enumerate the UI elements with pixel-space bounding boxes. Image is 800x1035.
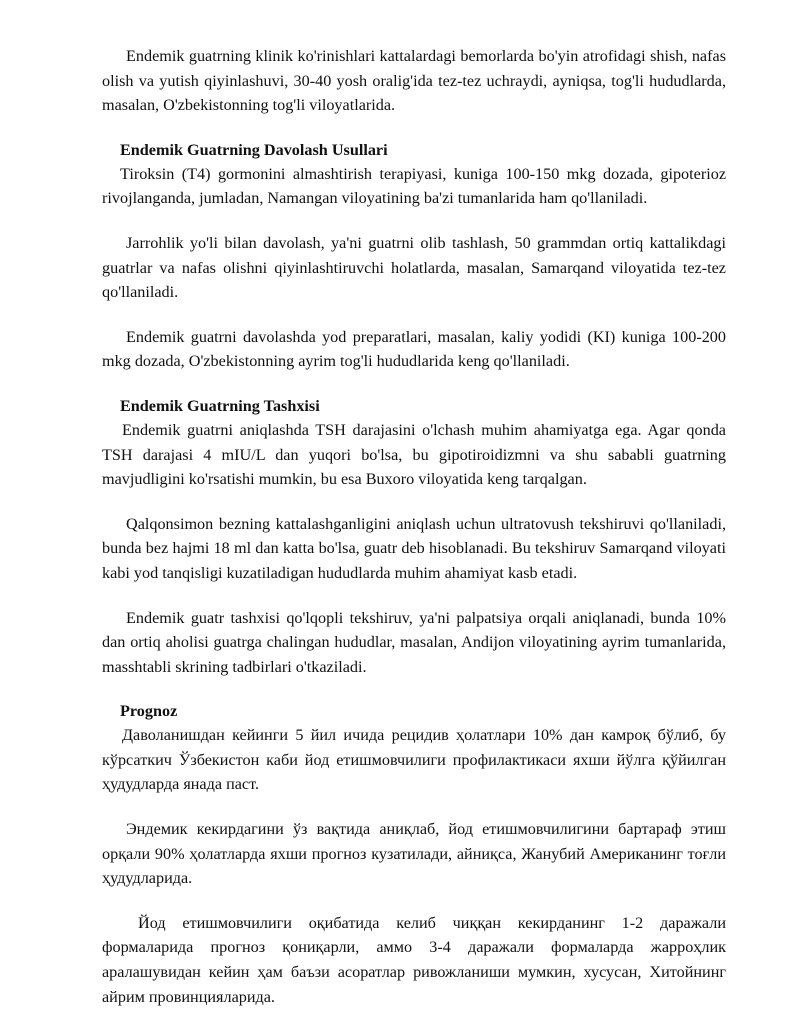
diagnosis-paragraph-1: Endemik guatrni aniqlashda TSH darajasini o'lchash muhim ahamiyatga ega. Agar qonda TSH darajasi 4 mIU/L dan yuqori bo'lsa, bu gipotiroidizmni va shu sababli guatrning mavjudligini ko'rsatishi mumkin, bu esa Buxoro viloyatida keng tarqalgan. (102, 420, 726, 489)
prognosis-paragraph-2: Эндемик кекирдагини ўз вақтида аниқлаб, йод етишмовчилигини бартараф этиш орқали 90% ҳолатларда яхши прогноз кузатилади, айниқса, Жанубий Американинг тоғли ҳудудларида. (102, 820, 726, 888)
diagnosis-heading: Endemik Guatrning Tashxisi (120, 396, 320, 415)
prognosis-paragraph-3: Йод етишмовчилиги оқибатида келиб чиққан кекирданинг 1-2 даражали формаларида прогноз қониқарли, аммо 3-4 даражали формаларда жарроҳлик аралашувидан кейин ҳам баъзи асоратлар ривожланиши мумкин, хусусан, Хитойнинг айрим провинцияларида. (102, 913, 726, 1006)
diagnosis-paragraph-3: Endemik guatr tashxisi qo'lqopli tekshiruv, ya'ni palpatsiya orqali aniqlanadi, bunda 10% dan ortiq aholisi guatrga chalingan hududlar, masalan, Andijon viloyatining ayrim tumanlarida, masshtabli skrining tadbirlari o'tkaziladi. (102, 608, 726, 676)
prognosis-paragraph-1: Даволанишдан кейинги 5 йил ичида рецидив ҳолатлари 10% дан камроқ бўлиб, бу кўрсаткич Ўзбекистон каби йод етишмовчилиги профилактикаси яхши йўлга қўйилган ҳудудларда янада паст. (102, 726, 726, 794)
intro-paragraph: Endemik guatrning klinik ko'rinishlari kattalardagi bemorlarda bo'yin atrofidagi shish, nafas olish va yutish qiyinlashuvi, 30-40 yosh oralig'ida tez-tez uchraydi, ayniqsa, tog'li hududlarda, masalan, O'zbekistonning tog'li viloyatlarida. (102, 47, 726, 115)
document-page (102, 0, 726, 1009)
treatment-paragraph-1: Tiroksin (T4) gormonini almashtirish terapiyasi, kuniga 100-150 mkg dozada, gipoterioz rivojlanganda, jumladan, Namangan viloyatining ba'zi tumanlarida ham qo'llaniladi. (102, 164, 726, 208)
treatment-heading: Endemik Guatrning Davolash Usullari (120, 140, 388, 159)
treatment-paragraph-3: Endemik guatrni davolashda yod preparatlari, masalan, kaliy yodidi (KI) kuniga 100-200 mkg dozada, O'zbekistonning ayrim tog'li hududlarida keng qo'llaniladi. (102, 327, 726, 371)
diagnosis-paragraph-2: Qalqonsimon bezning kattalashganligini aniqlash uchun ultratovush tekshiruvi qo'llaniladi, bunda bez hajmi 18 ml dan katta bo'lsa, guatr deb hisoblanadi. Bu tekshiruv Samarqand viloyati kabi yod tanqisligi kuzatiladigan hududlarda muhim ahamiyat kasb etadi. (102, 514, 726, 582)
prognosis-heading: Prognoz (120, 702, 178, 721)
treatment-paragraph-2: Jarrohlik yo'li bilan davolash, ya'ni guatrni olib tashlash, 50 grammdan ortiq kattalikdagi guatrlar va nafas olishni qiyinlashtiruvchi holatlarda, masalan, Samarqand viloyatida tez-tez qo'llaniladi. (102, 233, 726, 302)
